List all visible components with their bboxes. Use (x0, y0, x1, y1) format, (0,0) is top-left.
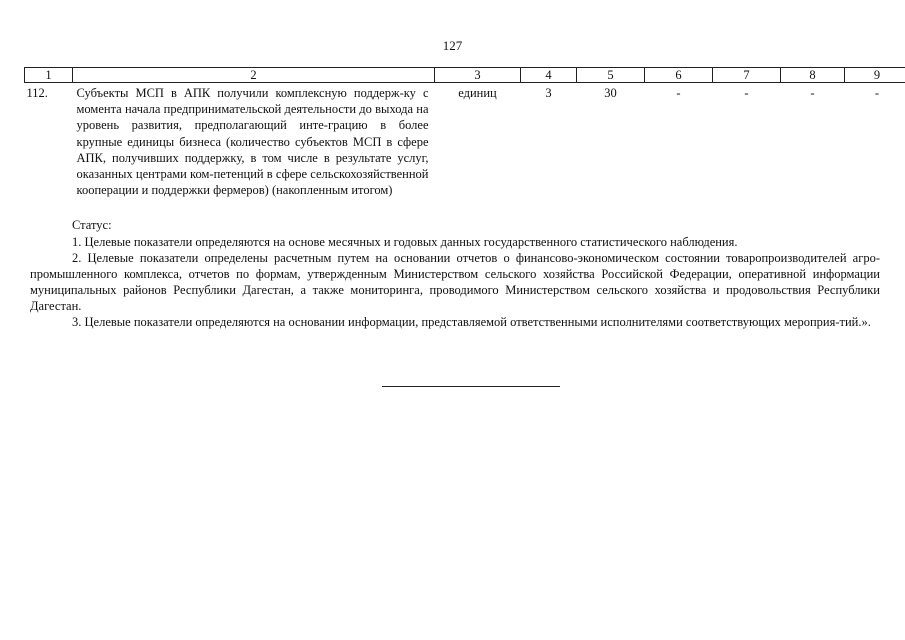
column-header: 6 (645, 68, 713, 83)
row-number: 112. (26, 86, 48, 100)
column-header: 7 (713, 68, 781, 83)
column-header: 3 (435, 68, 521, 83)
column-header: 2 (73, 68, 435, 83)
value-cell-5: 30 (604, 86, 617, 100)
column-header: 8 (781, 68, 845, 83)
value-cell-6: - (676, 86, 681, 100)
page-number: 127 (442, 38, 463, 53)
unit-cell: единиц (458, 86, 497, 100)
column-header: 4 (521, 68, 577, 83)
indicators-table (24, 67, 905, 198)
note-item: 1. Целевые показатели определяются на основе месячных и годовых данных государственного статистического наблюдения. (72, 235, 738, 249)
notes-section (30, 217, 880, 330)
indicator-name: Субъекты МСП в АПК получили комплексную поддерж-ку с момента начала предпринимательской деятельности до выхода на уровень развития, предполагающий инте-грацию в более крупные единицы бизнеса (количество субъектов МСП в сфере АПК, получивших поддержку, в том числе в результате услуг, оказанных центрами ком-петенций в сфере сельскохозяйственной кооперации и поддержки фермеров) (накопленным итогом) (76, 86, 429, 198)
table-header-row (25, 68, 905, 83)
value-cell-8: - (810, 86, 815, 100)
column-header: 1 (25, 68, 73, 83)
table-row (25, 83, 905, 199)
note-item: 2. Целевые показатели определены расчетным путем на основании отчетов о финансово-экономическом состоянии товаропроизводителей агро-промышленного комплекса, отчетов по формам, утвержденным Министерством сельского хозяйства Российской Федерации, оперативной информации муниципальных районов Республики Дагестан, а также мониторинга, проводимого Министерством сельского хозяйства и продовольствия Республики Дагестан. (30, 251, 880, 313)
value-cell-4: 3 (545, 86, 552, 100)
column-header: 9 (845, 68, 905, 83)
value-cell-7: - (744, 86, 749, 100)
value-cell-9: - (874, 86, 880, 100)
status-label: Статус: (72, 218, 112, 232)
column-header: 5 (577, 68, 645, 83)
end-divider (382, 386, 560, 387)
note-item: 3. Целевые показатели определяются на основании информации, представляемой ответственными исполнителями соответствующих мероприя-тий.». (72, 315, 871, 329)
